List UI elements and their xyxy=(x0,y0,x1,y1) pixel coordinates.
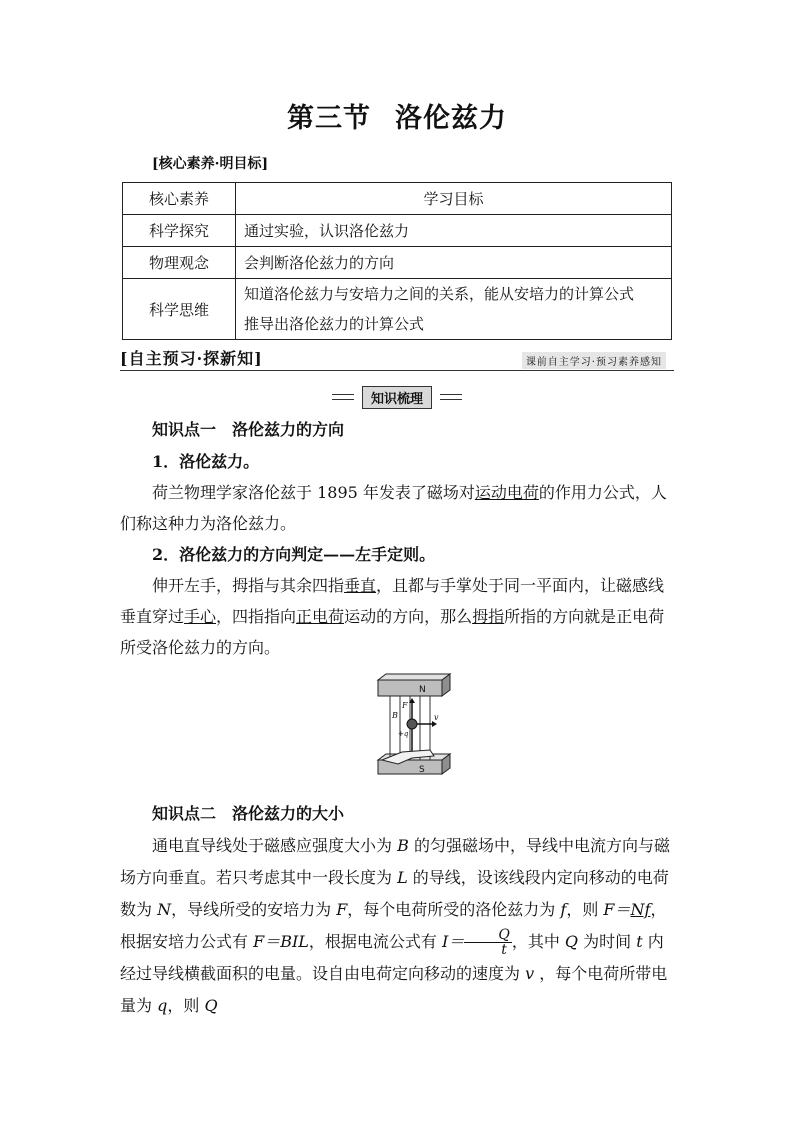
figure-label-v: v xyxy=(434,713,439,722)
table-cell: 通过实验，认识洛伦兹力 xyxy=(236,215,672,247)
table-cell: 科学思维 xyxy=(123,279,236,340)
kp1-item1: 1．洛伦兹力。 xyxy=(152,452,260,471)
table-cell-line: 推导出洛伦兹力的计算公式 xyxy=(244,315,425,333)
left-hand-rule-figure xyxy=(372,672,452,784)
table-cell: 物理观念 xyxy=(123,247,236,279)
figure-label-q: +q xyxy=(398,730,409,738)
knowledge-pill xyxy=(0,386,794,409)
section-bar xyxy=(120,346,674,371)
table-cell-line: 知道洛伦兹力与安培力之间的关系，能从安培力的计算公式 xyxy=(244,285,635,303)
pill-label: 知识梳理 xyxy=(362,386,432,409)
table-row xyxy=(123,247,672,279)
kp1-item2: 2．洛伦兹力的方向判定——左手定则。 xyxy=(152,545,436,564)
figure-label-s: S xyxy=(419,765,425,775)
table-cell xyxy=(236,279,672,340)
table-header: 学习目标 xyxy=(236,183,672,215)
section-title: [自主预习·探新知] xyxy=(120,349,263,368)
section-subtitle: 课前自主学习·预习素养感知 xyxy=(522,352,666,369)
kp2-heading: 知识点二 洛伦兹力的大小 xyxy=(152,804,345,823)
figure-label-b: B xyxy=(392,711,398,720)
kp1-paragraph2: 伸开左手，拇指与其余四指垂直，且都与手掌处于同一平面内，让磁感线垂直穿过手心，四指指向正电荷运动的方向，那么拇指所指的方向就是正电荷所受洛伦兹力的方向。 xyxy=(120,576,665,657)
table-header-row xyxy=(123,183,672,215)
kp1-paragraph1: 荷兰物理学家洛伦兹于 1895 年发表了磁场对运动电荷的作用力公式，人们称这种力为洛伦兹力。 xyxy=(120,483,667,533)
kp1-heading: 知识点一 洛伦兹力的方向 xyxy=(152,420,345,439)
figure-label-n: N xyxy=(419,685,426,695)
kp2-paragraph: 通电直导线处于磁感应强度大小为 B 的匀强磁场中，导线中电流方向与磁场方向垂直。若只考虑其中一段长度为 L 的导线，设该线段内定向移动的电荷数为 N，导线所受的安培力为 F，每个电荷所受的洛伦兹力为 f，则 F＝Nf，根据安培力公式有 F＝BIL，根据电流公式有 I＝ $\frac{Q}{t}$ ，其中 Q 为时间 t 内经过导线横截面积的电量。设自由电荷定向移动的速度为 v ，每个电荷所带电量为 q，则 Q xyxy=(120,836,670,1015)
page-title: 第三节 洛伦兹力 xyxy=(287,103,507,134)
table-row xyxy=(123,215,672,247)
table-cell: 会判断洛伦兹力的方向 xyxy=(236,247,672,279)
core-literacy-label: [核心素养·明目标] xyxy=(152,156,269,172)
table-cell: 科学探究 xyxy=(123,215,236,247)
figure-label-f: F xyxy=(402,701,408,710)
table-header: 核心素养 xyxy=(123,183,236,215)
fraction-q-over-t: $\frac{Q}{t}$ xyxy=(464,928,511,957)
goals-table xyxy=(122,182,672,340)
table-row xyxy=(123,279,672,340)
